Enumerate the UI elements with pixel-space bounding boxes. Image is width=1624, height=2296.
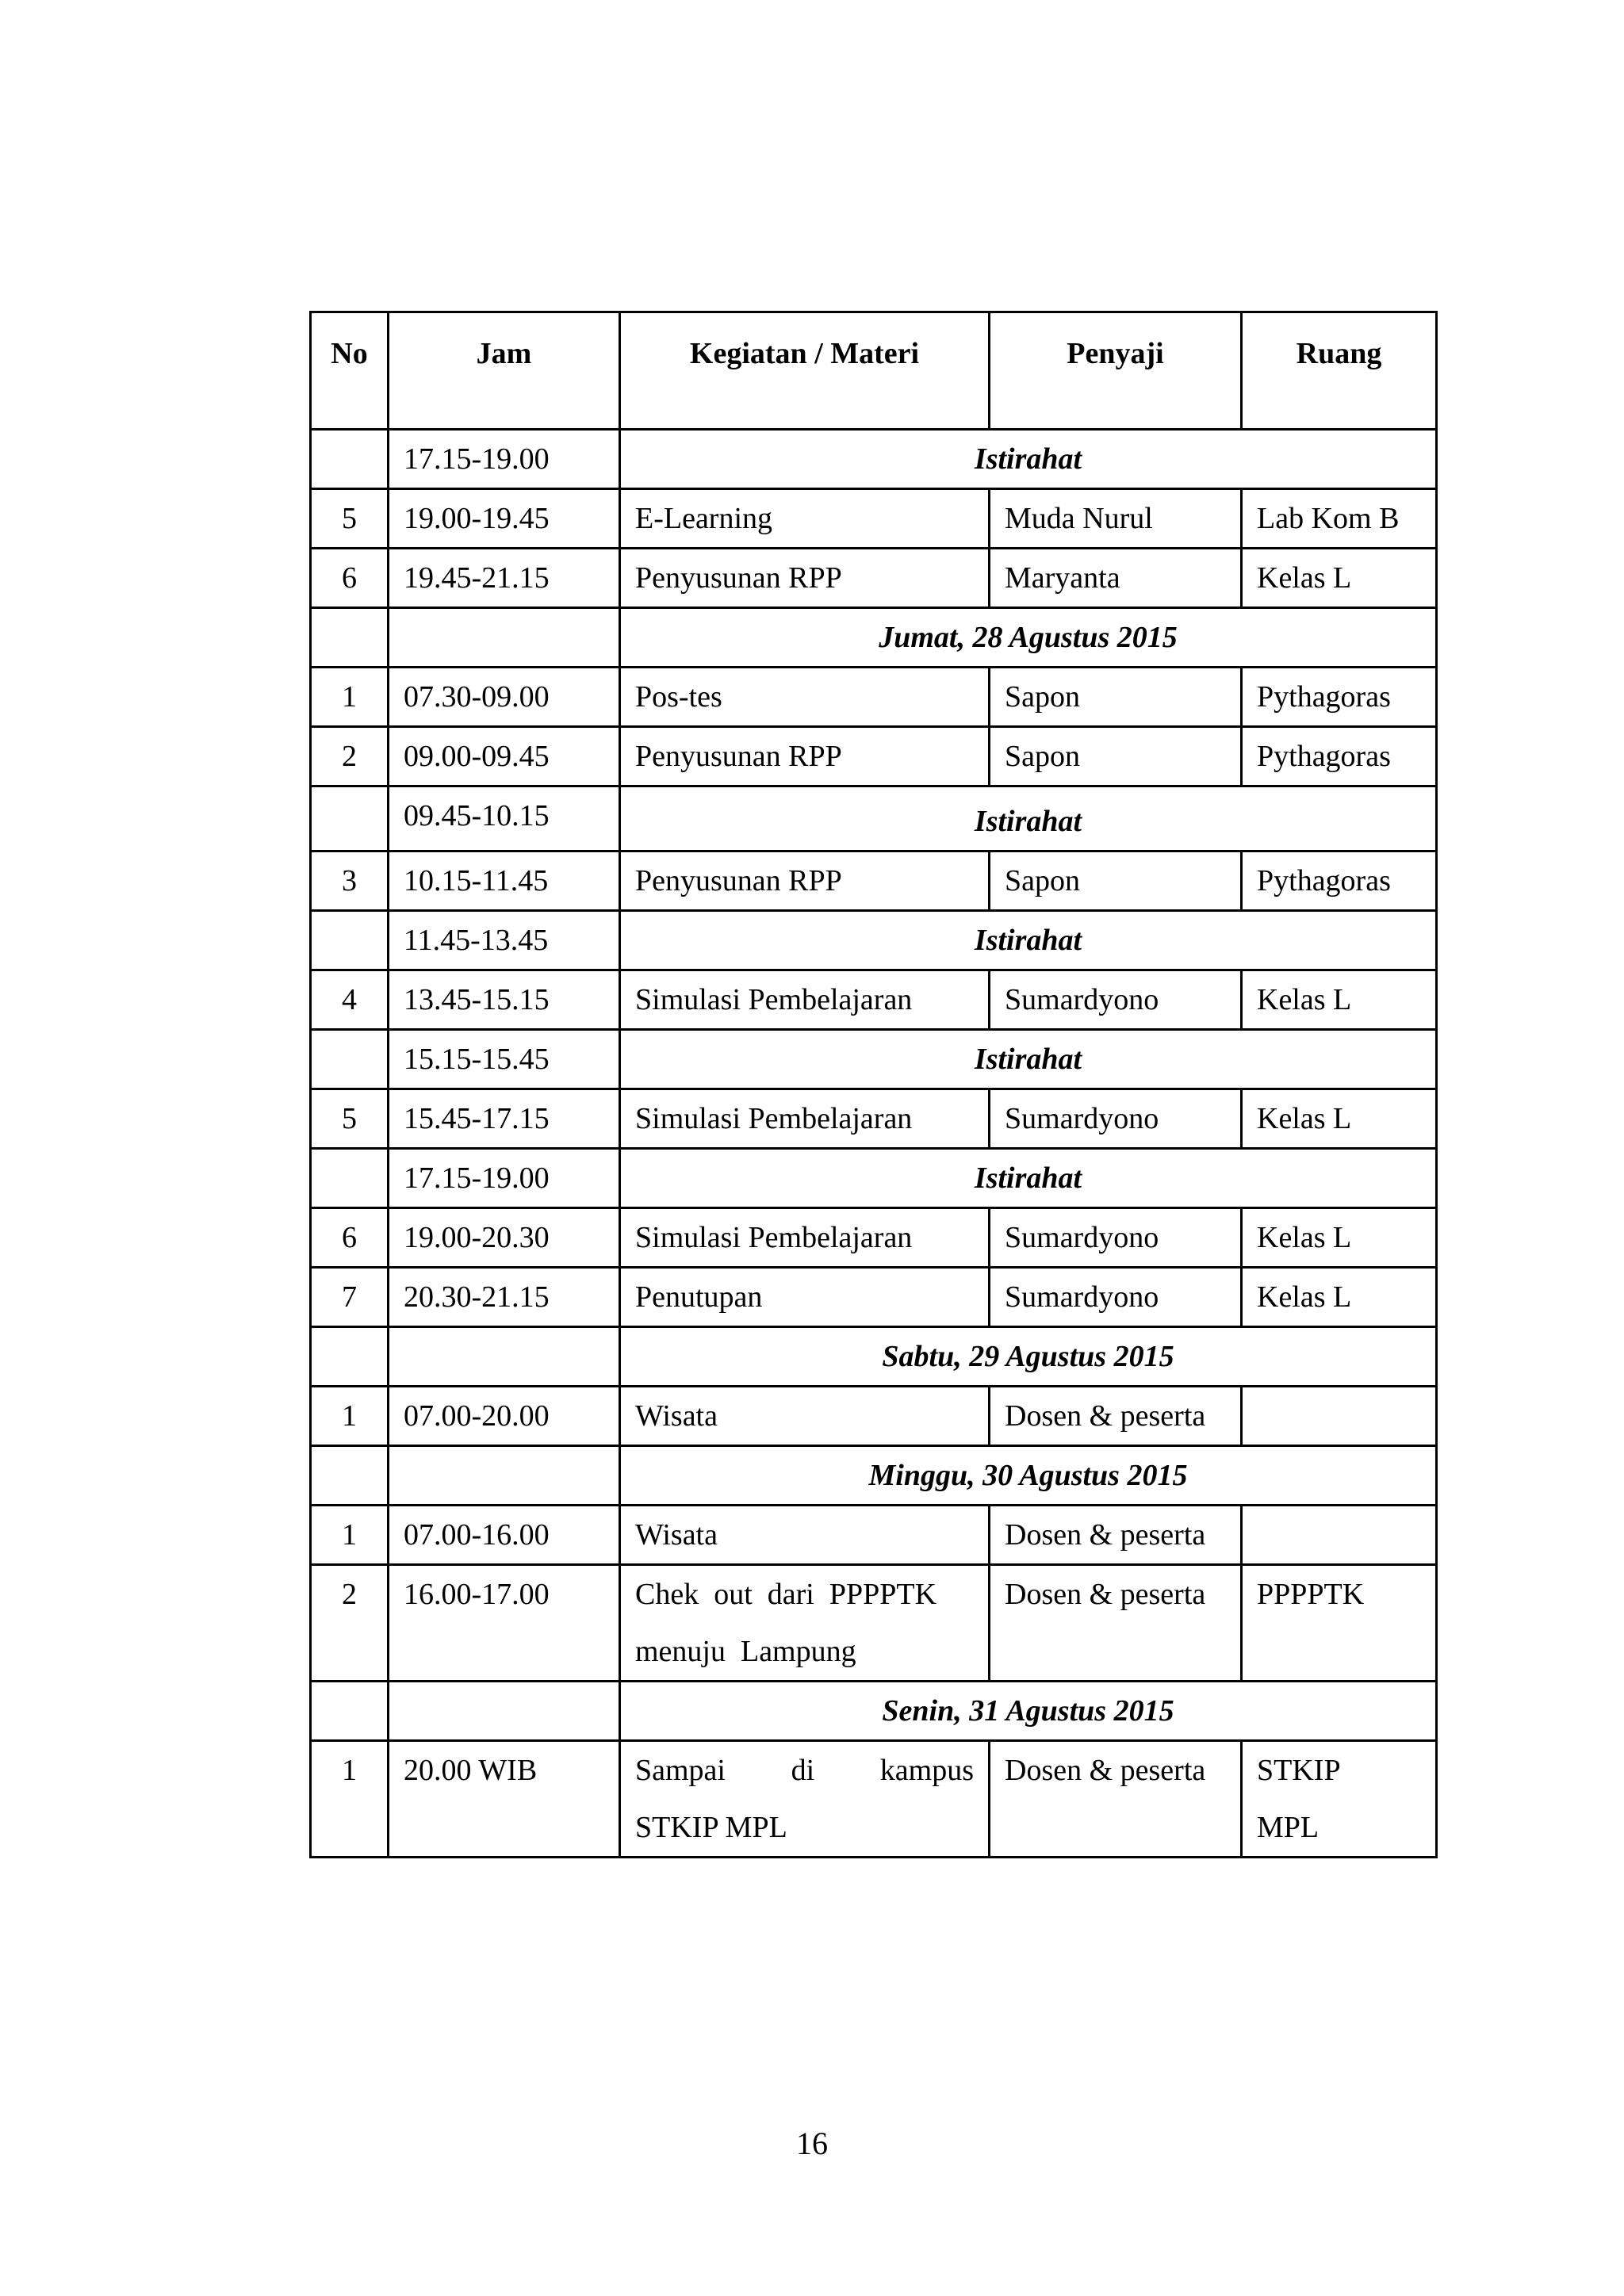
row-kegiatan: Simulasi Pembelajaran bbox=[620, 1208, 990, 1268]
table-row bbox=[311, 1327, 1437, 1387]
row-jam: 20.00 WIB bbox=[389, 1741, 620, 1858]
kegiatan-line-1: Chek out dari PPPPTK bbox=[635, 1578, 937, 1611]
row-no: 5 bbox=[311, 1089, 389, 1149]
kegiatan-word: di bbox=[791, 1754, 815, 1787]
row-no: 1 bbox=[311, 1387, 389, 1446]
table-row bbox=[311, 970, 1437, 1030]
schedule-table bbox=[309, 311, 1438, 1858]
header-ruang: Ruang bbox=[1242, 312, 1437, 430]
table-row bbox=[311, 1741, 1437, 1858]
row-penyaji: Sumardyono bbox=[990, 1208, 1242, 1268]
row-ruang: Pythagoras bbox=[1242, 727, 1437, 786]
row-no: 4 bbox=[311, 970, 389, 1030]
break-label: Istirahat bbox=[620, 1030, 1437, 1089]
kegiatan-word: Sampai bbox=[635, 1754, 726, 1787]
row-no bbox=[311, 786, 389, 851]
table-row bbox=[311, 911, 1437, 970]
row-kegiatan: Simulasi Pembelajaran bbox=[620, 1089, 990, 1149]
row-no bbox=[311, 911, 389, 970]
day-label: Minggu, 30 Agustus 2015 bbox=[620, 1446, 1437, 1506]
row-jam bbox=[389, 1682, 620, 1741]
row-ruang: Kelas L bbox=[1242, 1089, 1437, 1149]
break-label: Istirahat bbox=[620, 430, 1437, 489]
table-row bbox=[311, 489, 1437, 549]
day-label: Jumat, 28 Agustus 2015 bbox=[620, 608, 1437, 668]
kegiatan-line-1 bbox=[635, 1742, 974, 1799]
row-jam: 07.00-16.00 bbox=[389, 1506, 620, 1565]
row-kegiatan bbox=[620, 1565, 990, 1682]
row-penyaji: Sapon bbox=[990, 851, 1242, 911]
row-ruang: Pythagoras bbox=[1242, 851, 1437, 911]
row-kegiatan: Penyusunan RPP bbox=[620, 851, 990, 911]
row-ruang bbox=[1242, 1741, 1437, 1858]
row-ruang: Kelas L bbox=[1242, 970, 1437, 1030]
table-row bbox=[311, 1387, 1437, 1446]
row-penyaji: Sapon bbox=[990, 727, 1242, 786]
row-penyaji: Dosen & peserta bbox=[990, 1387, 1242, 1446]
break-label: Istirahat bbox=[620, 786, 1437, 851]
row-ruang: PPPPTK bbox=[1242, 1565, 1437, 1682]
header-kegiatan: Kegiatan / Materi bbox=[620, 312, 990, 430]
row-kegiatan: Penyusunan RPP bbox=[620, 549, 990, 608]
row-jam: 07.00-20.00 bbox=[389, 1387, 620, 1446]
row-no: 2 bbox=[311, 1565, 389, 1682]
header-penyaji: Penyaji bbox=[990, 312, 1242, 430]
row-jam: 10.15-11.45 bbox=[389, 851, 620, 911]
row-jam: 17.15-19.00 bbox=[389, 1149, 620, 1208]
row-jam: 19.00-19.45 bbox=[389, 489, 620, 549]
row-ruang: Kelas L bbox=[1242, 1208, 1437, 1268]
row-jam bbox=[389, 1446, 620, 1506]
day-label: Senin, 31 Agustus 2015 bbox=[620, 1682, 1437, 1741]
table-row bbox=[311, 851, 1437, 911]
table-row bbox=[311, 549, 1437, 608]
break-label: Istirahat bbox=[620, 1149, 1437, 1208]
kegiatan-line-2: STKIP MPL bbox=[635, 1811, 787, 1844]
row-jam: 20.30-21.15 bbox=[389, 1268, 620, 1327]
row-no bbox=[311, 1149, 389, 1208]
table-row bbox=[311, 668, 1437, 727]
table-row bbox=[311, 1506, 1437, 1565]
row-no bbox=[311, 1446, 389, 1506]
row-no: 1 bbox=[311, 1741, 389, 1858]
row-jam: 09.45-10.15 bbox=[389, 786, 620, 851]
row-no: 6 bbox=[311, 549, 389, 608]
row-penyaji: Sumardyono bbox=[990, 970, 1242, 1030]
row-ruang: Pythagoras bbox=[1242, 668, 1437, 727]
table-row bbox=[311, 1682, 1437, 1741]
row-penyaji: Sumardyono bbox=[990, 1089, 1242, 1149]
row-no: 6 bbox=[311, 1208, 389, 1268]
row-kegiatan: E-Learning bbox=[620, 489, 990, 549]
day-label: Sabtu, 29 Agustus 2015 bbox=[620, 1327, 1437, 1387]
row-no bbox=[311, 1327, 389, 1387]
table-row bbox=[311, 1268, 1437, 1327]
row-penyaji: Muda Nurul bbox=[990, 489, 1242, 549]
row-jam: 15.45-17.15 bbox=[389, 1089, 620, 1149]
row-ruang: Lab Kom B bbox=[1242, 489, 1437, 549]
row-no: 1 bbox=[311, 668, 389, 727]
ruang-line-2: MPL bbox=[1257, 1811, 1320, 1844]
row-jam: 15.15-15.45 bbox=[389, 1030, 620, 1089]
row-jam: 16.00-17.00 bbox=[389, 1565, 620, 1682]
row-no bbox=[311, 430, 389, 489]
row-no bbox=[311, 1030, 389, 1089]
row-no: 7 bbox=[311, 1268, 389, 1327]
row-penyaji: Dosen & peserta bbox=[990, 1506, 1242, 1565]
header-jam: Jam bbox=[389, 312, 620, 430]
row-no: 1 bbox=[311, 1506, 389, 1565]
row-jam: 17.15-19.00 bbox=[389, 430, 620, 489]
row-kegiatan: Penutupan bbox=[620, 1268, 990, 1327]
table-row bbox=[311, 727, 1437, 786]
table-row bbox=[311, 786, 1437, 851]
table-row bbox=[311, 1149, 1437, 1208]
page-number: 16 bbox=[796, 2126, 828, 2161]
row-penyaji: Dosen & peserta bbox=[990, 1565, 1242, 1682]
row-jam: 19.45-21.15 bbox=[389, 549, 620, 608]
table-row bbox=[311, 1446, 1437, 1506]
table-row bbox=[311, 608, 1437, 668]
row-ruang: Kelas L bbox=[1242, 549, 1437, 608]
ruang-line-1: STKIP bbox=[1257, 1754, 1341, 1787]
row-jam bbox=[389, 608, 620, 668]
row-ruang bbox=[1242, 1506, 1437, 1565]
table-row bbox=[311, 1208, 1437, 1268]
row-jam: 07.30-09.00 bbox=[389, 668, 620, 727]
row-penyaji: Maryanta bbox=[990, 549, 1242, 608]
row-jam: 13.45-15.15 bbox=[389, 970, 620, 1030]
table-row bbox=[311, 1030, 1437, 1089]
row-penyaji: Dosen & peserta bbox=[990, 1741, 1242, 1858]
row-ruang bbox=[1242, 1387, 1437, 1446]
table-row bbox=[311, 430, 1437, 489]
header-no: No bbox=[311, 312, 389, 430]
row-no: 2 bbox=[311, 727, 389, 786]
row-no bbox=[311, 1682, 389, 1741]
row-jam: 09.00-09.45 bbox=[389, 727, 620, 786]
row-kegiatan: Pos-tes bbox=[620, 668, 990, 727]
row-kegiatan: Wisata bbox=[620, 1506, 990, 1565]
row-no: 5 bbox=[311, 489, 389, 549]
row-kegiatan: Simulasi Pembelajaran bbox=[620, 970, 990, 1030]
row-kegiatan: Wisata bbox=[620, 1387, 990, 1446]
row-jam bbox=[389, 1327, 620, 1387]
row-kegiatan: Penyusunan RPP bbox=[620, 727, 990, 786]
kegiatan-word: kampus bbox=[879, 1754, 974, 1787]
table-row bbox=[311, 1565, 1437, 1682]
break-label: Istirahat bbox=[620, 911, 1437, 970]
row-kegiatan bbox=[620, 1741, 990, 1858]
table-header-row bbox=[311, 312, 1437, 430]
kegiatan-line-2: menuju Lampung bbox=[635, 1635, 856, 1668]
row-penyaji: Sumardyono bbox=[990, 1268, 1242, 1327]
row-no bbox=[311, 608, 389, 668]
row-jam: 19.00-20.30 bbox=[389, 1208, 620, 1268]
row-jam: 11.45-13.45 bbox=[389, 911, 620, 970]
table-row bbox=[311, 1089, 1437, 1149]
row-ruang: Kelas L bbox=[1242, 1268, 1437, 1327]
row-no: 3 bbox=[311, 851, 389, 911]
row-penyaji: Sapon bbox=[990, 668, 1242, 727]
